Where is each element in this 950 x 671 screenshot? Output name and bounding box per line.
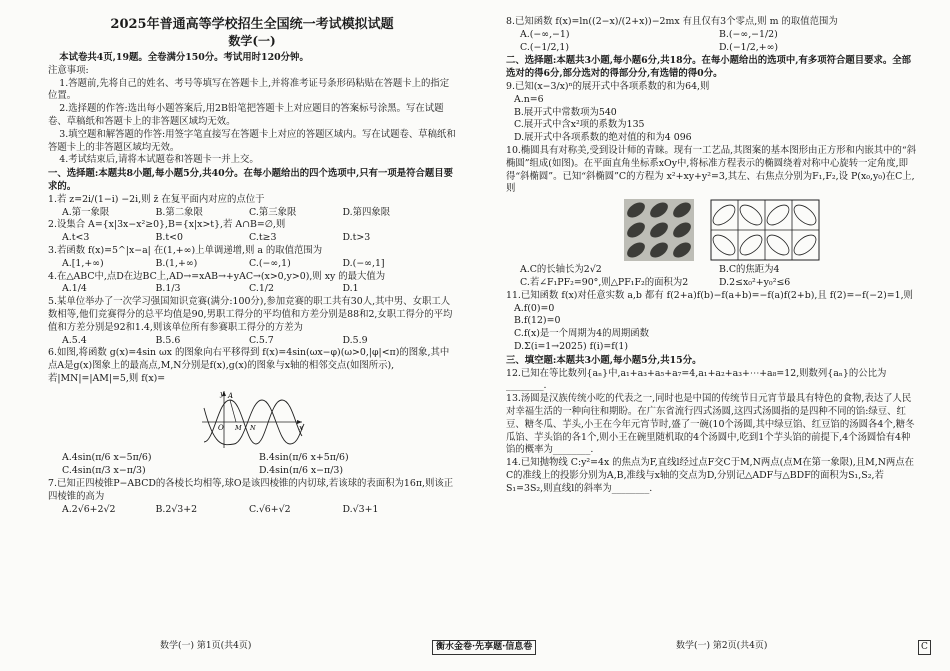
option: C.展开式中含x²项的系数为135 — [514, 119, 645, 131]
options-q8-row2 — [506, 42, 918, 55]
option: A.[1,+∞) — [62, 257, 104, 269]
options-q10-row2 — [506, 277, 918, 290]
option: B.第二象限 — [155, 206, 203, 218]
question-13: 13.汤圆是汉族传统小吃的代表之一,同时也是中国的传统节日元宵节最具有特色的食物,表达了人民对幸福生活的一种向往和期盼。在广东省流行四式汤圆,这四式汤圆指的是四种不同的馅:绿豆、红豆、糖冬瓜、芋头,小王在今年元宵节时,盛了一碗(10个汤圆,其中绿豆馅、红豆馅的汤圆各4个,糖冬瓜馅、芋头馅的各1个,则小王在碗里随机取的4个汤圆中,吃到1个芋头馅的前提下,4个汤圆恰有4种馅的概率为________. — [506, 393, 915, 456]
question-5: 5.某单位举办了一次学习强国知识竞赛(满分:100分),参加竞赛的职工共有30人,其中男、女职工人数相等,他们竞赛得分的总平均值是90,男职工得分的平均值和方差分别是88和2,女职工得分的平均值和方差分别是92和1.4,则该单位所有参赛职工得分的方差为 — [48, 296, 453, 333]
option: D.t>3 — [342, 232, 371, 244]
option: C.第三象限 — [249, 206, 297, 218]
options-q3 — [48, 258, 456, 271]
footer-corner: C — [918, 640, 931, 655]
option: D.1 — [342, 283, 359, 295]
option: D.展开式中各项系数的绝对值的和为4 096 — [514, 132, 692, 144]
question-4: 4.在△ABC中,点D在边BC上,AD→=xAB→+yAC→(x>0,y>0),则 xy 的最大值为 — [48, 270, 386, 282]
notice-item: 1.答题前,先将自己的姓名、考号等填写在答题卡上,并将准考证号条形码粘贴在答题卡上的指定位置。 — [48, 77, 450, 102]
footer-center: 衡水金卷·先享题·信息卷 — [432, 640, 536, 655]
option: A.t<3 — [62, 232, 90, 244]
option: C.1/2 — [249, 283, 274, 295]
option: D.2≤x₀²+y₀²≤6 — [719, 276, 791, 288]
dark-ellipses — [624, 200, 693, 261]
section-heading-2: 二、选择题:本题共3小题,每小题6分,共18分。在每小题给出的选项中,有多项符合题目要求。全部选对的得6分,部分选对的得部分分,有选错的得0分。 — [506, 55, 911, 80]
options-q2 — [48, 232, 456, 245]
notice-heading: 注意事项: — [48, 64, 89, 76]
option: B.5.6 — [155, 334, 181, 346]
option: A.1/4 — [62, 283, 87, 295]
sine-graph-figure — [198, 388, 308, 450]
option: D.(−1/2,+∞) — [719, 41, 779, 53]
left-column — [48, 16, 456, 517]
label-m: M — [235, 423, 242, 432]
option: B.(1,+∞) — [155, 257, 198, 269]
right-column — [506, 16, 918, 496]
option: B.展开式中常数项为540 — [514, 106, 617, 118]
dark-pattern-image — [624, 199, 694, 261]
option: A.2√6+2√2 — [62, 503, 116, 515]
question-11: 11.已知函数 f(x)对任意实数 a,b 都有 f(2+a)f(b)−f(a+b)=−f(a)f(2+b),且 f(2)=−f(−2)=1,则 — [506, 289, 913, 301]
notice-item: 4.考试结束后,请将本试题卷和答题卡一并上交。 — [59, 154, 259, 166]
question-1: 1.若 z=2i/(1−i) −2i,则 z̄ 在复平面内对应的点位于 — [48, 193, 265, 205]
section-heading-1: 一、选择题:本题共8小题,每小题5分,共40分。在每小题给出的四个选项中,只有一项是符合题目要求的。 — [48, 168, 453, 192]
question-2: 2.设集合 A={x|3x−x²≥0},B={x|x>t},若 A∩B=∅,则 — [48, 219, 286, 231]
options-q6-row2 — [48, 465, 456, 478]
option: B.(−∞,−1/2) — [719, 28, 778, 40]
footer-right: 数学(一) 第2页(共4页) — [676, 641, 768, 651]
option: B.2√3+2 — [155, 503, 198, 515]
option: C.5.7 — [249, 334, 274, 346]
question-8: 8.已知函数 f(x)=ln((2−x)/(2+x))−2mx 有且仅有3个零点,则 m 的取值范围为 — [506, 16, 838, 27]
label-a: A — [228, 391, 234, 400]
option: D.(−∞,1] — [342, 257, 385, 269]
ellipse-pattern-figure — [624, 199, 918, 261]
exam-info: 本试卷共4页,19题。全卷满分150分。考试用时120分钟。 — [59, 52, 309, 63]
option: D.4sin(π/6 x−π/3) — [259, 464, 343, 476]
outline-ellipses — [710, 200, 819, 260]
section-heading-3: 三、填空题:本题共3小题,每小题5分,共15分。 — [506, 354, 702, 366]
question-7: 7.已知正四棱锥P−ABCD的各棱长均相等,球O是该四棱锥的内切球,若该球的表面积为16π,则该正四棱锥的高为 — [48, 478, 454, 503]
options-q4 — [48, 283, 456, 296]
option: C.(−1/2,1) — [520, 41, 570, 53]
question-3: 3.若函数 f(x)=5^|x−a| 在(1,+∞)上单调递增,则 a 的取值范围为 — [48, 244, 323, 256]
option: C.4sin(π/3 x−π/3) — [62, 464, 146, 476]
option: C.f(x)是一个周期为4的周期函数 — [514, 328, 649, 340]
option: C.t≥3 — [249, 232, 277, 244]
option: B.C的焦距为4 — [719, 264, 780, 276]
label-y: y — [220, 389, 224, 398]
paper-title: 2025年普通高等学校招生全国统一考试模拟试题 — [110, 17, 394, 32]
question-9: 9.已知(x−3/x)ⁿ的展开式中各项系数的和为64,则 — [506, 80, 710, 92]
option: B.t<0 — [155, 232, 183, 244]
options-q8-row1 — [506, 29, 918, 42]
option: C.若∠F₁PF₂=90°,则△PF₁F₂的面积为2 — [520, 276, 689, 288]
label-n: N — [250, 423, 256, 432]
option: D.第四象限 — [342, 206, 391, 218]
notice-item: 3.填空题和解答题的作答:用签字笔直接写在答题卡上对应的答题区域内。写在试题卷、草稿纸和答题卡上的非答题区域均无效。 — [48, 128, 456, 153]
options-q1 — [48, 207, 456, 220]
question-14: 14.已知抛物线 C:y²=4x 的焦点为F,直线l经过点F交C于M,N两点(点M在第一象限),且M,N两点在C的准线上的投影分别为A,B,准线与x轴的交点为D,分别记△ADF与△BDF的面积为S₁,S₂,若S₁=3S₂,则直线l的斜率为________. — [506, 457, 915, 494]
label-o: O — [218, 423, 224, 432]
option: B.f(12)=0 — [514, 315, 561, 327]
option: A.第一象限 — [62, 206, 110, 218]
option: C.√6+√2 — [249, 503, 291, 515]
option: B.1/3 — [155, 283, 181, 295]
option: A.(−∞,−1) — [520, 28, 570, 40]
footer-left: 数学(一) 第1页(共4页) — [160, 641, 252, 651]
option: D.5.9 — [342, 334, 368, 346]
question-12: 12.已知在等比数列{aₙ}中,a₁+a₃+a₅+a₇=4,a₁+a₂+a₃+⋯+a₈=12,则数列{aₙ}的公比为________. — [506, 367, 887, 392]
line-pattern-image — [710, 199, 820, 261]
paper-subtitle: 数学(一) — [228, 34, 276, 48]
option: B.4sin(π/6 x+5π/6) — [259, 451, 349, 463]
option: D.√3+1 — [342, 503, 379, 515]
options-q10-row1 — [506, 264, 918, 277]
options-q5 — [48, 335, 456, 348]
option: A.5.4 — [62, 334, 87, 346]
options-q6-row1 — [48, 452, 456, 465]
option: D.Σ(i=1→2025) f(i)=f(1) — [514, 340, 629, 352]
option: A.4sin(π/6 x−5π/6) — [62, 451, 152, 463]
label-x: x — [299, 423, 303, 432]
option: C.(−∞,1) — [249, 257, 291, 269]
option: A.n=6 — [514, 93, 544, 105]
option: A.C的长轴长为2√2 — [520, 264, 602, 276]
options-q7 — [48, 504, 456, 517]
notice-item: 2.选择题的作答:选出每小题答案后,用2B铅笔把答题卡上对应题目的答案标号涂黑。写在试题卷、草稿纸和答题卡上的非答题区域均无效。 — [48, 103, 444, 127]
question-6: 6.如图,将函数 g(x)=4sin ωx 的图象向右平移得到 f(x)=4sin(ωx−φ)(ω>0,|φ|<π)的图象,其中点A是g(x)图象上的最高点,M,N分别是f(x),g(x)的图象与x轴的相邻交点(如图所示),若|MN|=|AM|=5,则 f(x)= — [48, 347, 450, 384]
option: A.f(0)=0 — [514, 302, 555, 314]
question-10: 10.椭圆具有对称美,受到设计师的青睐。现有一工艺品,其图案的基本图形由正方形和内嵌其中的“斜椭圆”组成(如图)。在平面直角坐标系xOy中,将标准方程表示的椭圆绕着对称中心旋转一定角度,即得“斜椭圆”。已知“斜椭圆”C的方程为 x²+xy+y²=3,其左、右焦点分别为F₁,F₂,设 P(x₀,y₀)在C上,则 — [506, 144, 917, 195]
